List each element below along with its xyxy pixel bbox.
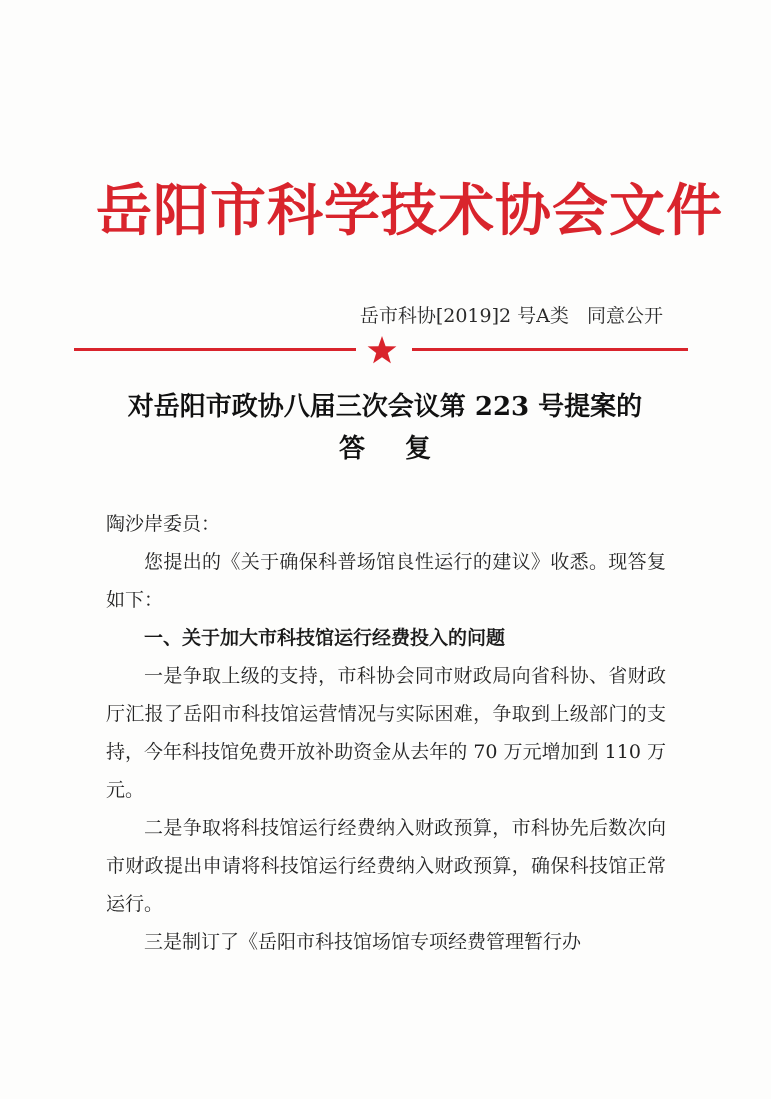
document-title-line1: 对岳阳市政协八届三次会议第 223 号提案的	[127, 392, 643, 422]
red-divider-left	[74, 348, 356, 351]
section-heading-1: 一、关于加大市科技馆运行经费投入的问题	[144, 627, 506, 649]
paragraph-2: 二是争取将科技馆运行经费纳入财政预算，市科协先后数次向市财政提出申请将科技馆运行经费纳入财政预算，确保科技馆正常运行。	[106, 817, 666, 915]
paragraph-3: 三是制订了《岳阳市科技馆场馆专项经费管理暂行办	[144, 931, 582, 953]
document-number: 岳市科协[2019]2 号A类 同意公开	[359, 305, 663, 327]
document-body	[106, 505, 666, 961]
document-title-line2: 答复	[338, 434, 471, 464]
red-star-icon	[366, 334, 398, 366]
red-divider-right	[412, 348, 688, 351]
document-masthead: 岳阳市科学技术协会文件	[96, 179, 723, 244]
paragraph-1: 一是争取上级的支持，市科协会同市财政局向省科协、省财政厅汇报了岳阳市科技馆运营情况与实际困难，争取到上级部门的支持，今年科技馆免费开放补助资金从去年的 70 万元增加到 110 万元。	[106, 665, 666, 801]
intro-paragraph: 您提出的《关于确保科普场馆良性运行的建议》收悉。现答复如下：	[106, 551, 666, 611]
salutation: 陶沙岸委员：	[106, 513, 221, 535]
